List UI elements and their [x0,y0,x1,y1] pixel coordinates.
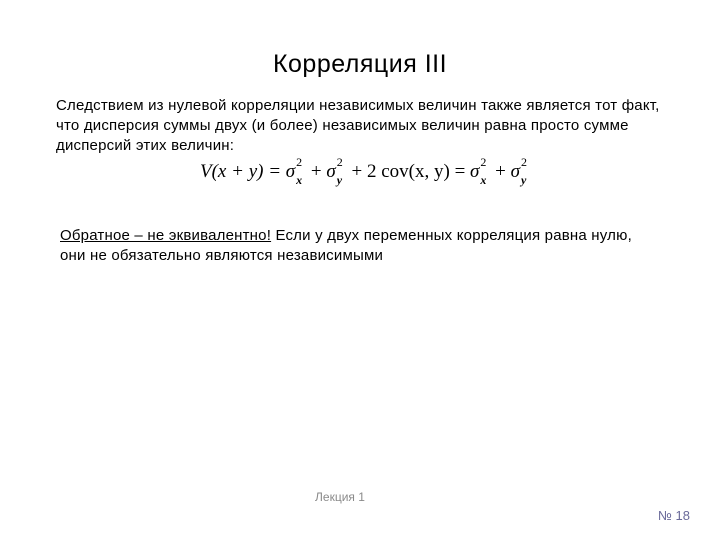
formula-sup-2: 2 [336,155,343,169]
formula-sub-x-1: x [296,173,303,187]
formula-sup-3: 2 [480,155,487,169]
formula-sup-1: 2 [296,155,303,169]
slide-title: Корреляция III [272,50,448,78]
paragraph-variance-sum: Следствием из нулевой корреляции независимых величин также является тот факт, что дисперсия суммы двух (и более) независимых величин равна просто сумме дисперсий этих величин: [56,97,660,154]
formula-sigma-4: σ [510,161,520,182]
formula-plus-3: + [490,161,511,182]
paragraph-converse [60,226,660,266]
footer-lecture: Лекция 1 [315,490,365,504]
converse-underlined-text: Обратное – не эквивалентно! [60,227,272,244]
formula-cov-term: 2 cov(x, y) [366,161,450,182]
converse-rest-text: Если у двух переменных корреляция равна нулю, они не обязательно являются независимыми [60,227,632,264]
formula-sigma-2: σ [326,161,336,182]
formula-plus-2: + [346,161,367,182]
formula-lhs: V(x + y) = [200,161,286,182]
formula-sub-y-1: y [336,173,343,187]
formula-plus-1: + [306,161,327,182]
formula-scripts-4 [521,155,531,187]
formula-scripts-2 [336,155,347,187]
formula-equals: = [449,161,471,182]
formula-sigma-1: σ [285,161,296,182]
formula-sub-x-2: x [480,173,487,187]
variance-formula [200,155,531,187]
formula-scripts-1 [296,155,306,187]
formula-scripts-3 [480,155,490,187]
formula-sup-4: 2 [521,155,527,169]
formula-sub-y-2: y [521,173,527,187]
page-number: № 18 [657,508,690,523]
formula-sigma-3: σ [470,161,480,182]
